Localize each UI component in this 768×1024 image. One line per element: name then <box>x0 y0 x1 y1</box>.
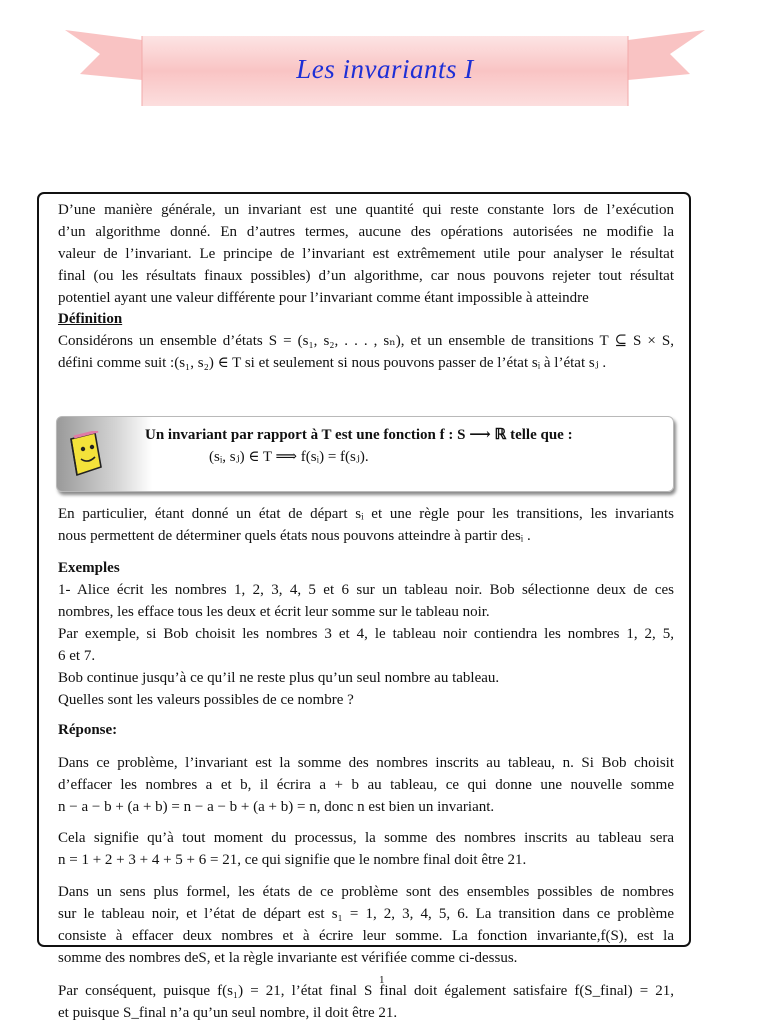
answer-line: sur le tableau noir, et l’état de départ est s₁ = 1, 2, 3, 4, 5, 6. La transition dans ce problème <box>58 906 674 922</box>
answer-line: Dans ce problème, l’invariant est la somme des nombres inscrits au tableau, n. Si Bob choisit <box>58 755 674 771</box>
particular-paragraph <box>58 503 674 547</box>
answer-heading: Réponse: <box>58 722 118 738</box>
answer-line: d’effacer les nombres a et b, il écrira a + b au tableau, ce qui donne une nouvelle somme <box>58 777 674 793</box>
intro-line: d’un algorithme donné. En d’autres termes, aucune des opérations autorisées ne modifie la <box>58 224 674 240</box>
example-line: 6 et 7. <box>58 648 96 664</box>
answer-line: Cela signifie qu’à tout moment du processus, la somme des nombres inscrits au tableau sera <box>58 830 674 846</box>
particular-line: En particulier, étant donné un état de départ sᵢ et une règle pour les transitions, les invariants <box>58 506 674 522</box>
particular-line: nous permettent de déterminer quels états nous pouvons atteindre à partir desᵢ . <box>58 528 531 544</box>
examples-section <box>58 557 674 711</box>
intro-paragraph <box>58 199 674 309</box>
invariant-statement: Un invariant par rapport à T est une fonction f : S ⟶ ℝ telle que : <box>145 427 573 443</box>
intro-line: D’une manière générale, un invariant est une quantité qui reste constante lors de l’exécution <box>58 202 674 218</box>
answer-line: Dans un sens plus formel, les états de ce problème sont des ensembles possibles de nombres <box>58 884 674 900</box>
definition-line: défini comme suit :(s₁, s₂) ∈ T si et seulement si nous pouvons passer de l’état sᵢ à l’état sⱼ . <box>58 355 607 371</box>
book-icon <box>65 431 107 477</box>
answer-line: n = 1 + 2 + 3 + 4 + 5 + 6 = 21, ce qui signifie que le nombre final doit être 21. <box>58 852 527 868</box>
title-banner <box>60 22 710 114</box>
answer-heading-block <box>58 719 674 741</box>
definition-line: Considérons un ensemble d’états S = (s₁, s₂, . . . , sₙ), et un ensemble de transitions T ⊆ S × S, <box>58 333 674 349</box>
example-line: Quelles sont les valeurs possibles de ce nombre ? <box>58 692 354 708</box>
answer-line: consiste à effacer deux nombres et à écrire leur somme. La fonction invariante,f(S), est la <box>58 928 674 944</box>
answer-line: et puisque S_final n’a qu’un seul nombre, il doit être 21. <box>58 1005 398 1021</box>
example-line: 1- Alice écrit les nombres 1, 2, 3, 4, 5 et 6 sur un tableau noir. Bob sélectionne deux de ces <box>58 582 674 598</box>
example-line: Bob continue jusqu’à ce qu’il ne reste plus qu’un seul nombre au tableau. <box>58 670 500 686</box>
example-line: nombres, les efface tous les deux et écrit leur somme sur le tableau noir. <box>58 604 490 620</box>
answer-line: Par conséquent, puisque f(s₁) = 21, l’état final S final doit également satisfaire f(S_final) = 21, <box>58 983 674 999</box>
example-line: Par exemple, si Bob choisit les nombres 3 et 4, le tableau noir contiendra les nombres 1, 2, 5, <box>58 626 674 642</box>
definition-box <box>56 416 674 492</box>
answer-paragraph-1 <box>58 752 674 818</box>
answer-paragraph-2 <box>58 827 674 871</box>
answer-paragraph-4 <box>58 980 674 1024</box>
page-title: Les invariants I <box>296 54 474 84</box>
page-number: 1 <box>379 974 385 986</box>
answer-line: n − a − b + (a + b) = n − a − b + (a + b) = n, donc n est bien un invariant. <box>58 799 495 815</box>
intro-line: potentiel ayant une valeur différente pour l’invariant comme étant impossible à atteindre <box>58 290 589 306</box>
answer-paragraph-3 <box>58 881 674 969</box>
definition-section <box>58 308 674 374</box>
examples-heading: Exemples <box>58 560 120 576</box>
intro-line: valeur de l’invariant. Le principe de l’invariant est extrêmement utile pour analyser le résultat <box>58 246 674 262</box>
invariant-formula: (sᵢ, sⱼ) ∈ T ⟹ f(sᵢ) = f(sⱼ). <box>209 449 369 465</box>
answer-line: somme des nombres deS, et la règle invariante est vérifiée comme ci-dessus. <box>58 950 518 966</box>
definition-heading: Définition <box>58 311 123 327</box>
intro-line: final (ou les résultats finaux possibles) d’un algorithme, car nous pouvons rejeter tout résultat <box>58 268 674 284</box>
